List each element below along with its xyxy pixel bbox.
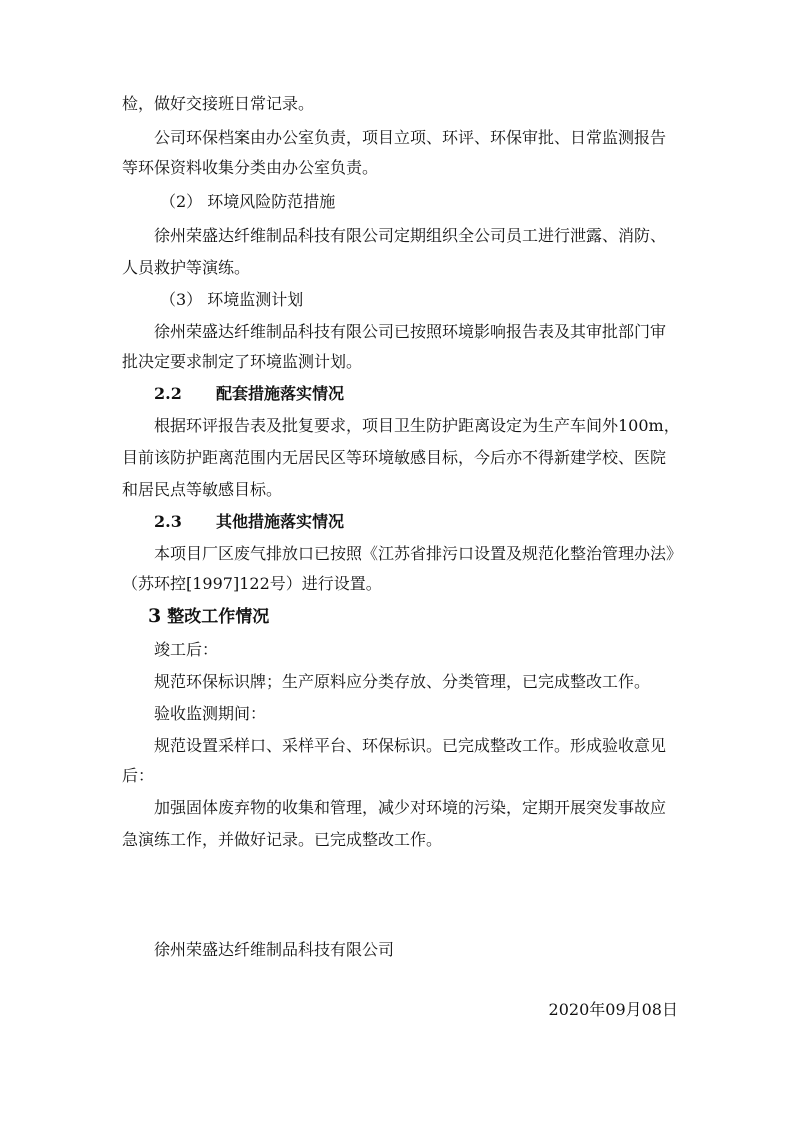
- paragraph-line: 和居民点等敏感目标。: [122, 480, 283, 499]
- paragraph-line: 急演练工作，并做好记录。已完成整改工作。: [122, 830, 443, 849]
- paragraph-line: 徐州荣盛达纤维制品科技有限公司定期组织全公司员工进行泄露、消防、: [154, 226, 667, 245]
- subheading-monitoring-plan: （3） 环境监测计划: [160, 290, 304, 309]
- paragraph-line: 后：: [122, 766, 155, 785]
- paragraph-line: 徐州荣盛达纤维制品科技有限公司已按照环境影响报告表及其审批部门审: [154, 322, 667, 341]
- paragraph-line: 本项目厂区废气排放口已按照《江苏省排污口设置及规范化整治管理办法》: [154, 544, 683, 563]
- paragraph-line: 人员救护等演练。: [122, 258, 251, 277]
- paragraph-line: 公司环保档案由办公室负责，项目立项、环评、环保审批、日常监测报告: [154, 128, 667, 147]
- signature-date: 2020年09月08日: [548, 1000, 678, 1019]
- section-heading-3: [148, 606, 269, 627]
- paragraph-line: 规范环保标识牌；生产原料应分类存放、分类管理，已完成整改工作。: [154, 672, 651, 691]
- paragraph-line: 目前该防护距离范围内无居民区等环境敏感目标，今后亦不得新建学校、医院: [122, 448, 667, 467]
- paragraph-line: 批决定要求制定了环境监测计划。: [122, 352, 363, 371]
- section-title: 配套措施落实情况: [216, 384, 345, 403]
- section-title: 其他措施落实情况: [216, 512, 345, 531]
- paragraph-line: 等环保资料收集分类由办公室负责。: [122, 158, 379, 177]
- subheading-environmental-risk: （2） 环境风险防范措施: [160, 192, 336, 211]
- section-heading-2-2: [154, 384, 344, 404]
- paragraph-line: 验收监测期间：: [154, 704, 267, 723]
- section-number: 3: [148, 605, 162, 627]
- section-title: 整改工作情况: [167, 607, 270, 627]
- paragraph-line: 根据环评报告表及批复要求，项目卫生防护距离设定为生产车间外100m，: [154, 416, 680, 435]
- section-number: 2.3: [154, 512, 182, 531]
- paragraph-line: 检，做好交接班日常记录。: [122, 94, 315, 113]
- section-number: 2.2: [154, 384, 182, 403]
- paragraph-line: 竣工后：: [154, 640, 219, 659]
- paragraph-line: 加强固体废弃物的收集和管理，减少对环境的污染，定期开展突发事故应: [154, 798, 667, 817]
- paragraph-line: 规范设置采样口、采样平台、环保标识。已完成整改工作。形成验收意见: [154, 736, 667, 755]
- paragraph-line: （苏环控[1997]122号）进行设置。: [122, 574, 382, 593]
- section-heading-2-3: [154, 512, 344, 532]
- signature-company: 徐州荣盛达纤维制品科技有限公司: [154, 940, 395, 959]
